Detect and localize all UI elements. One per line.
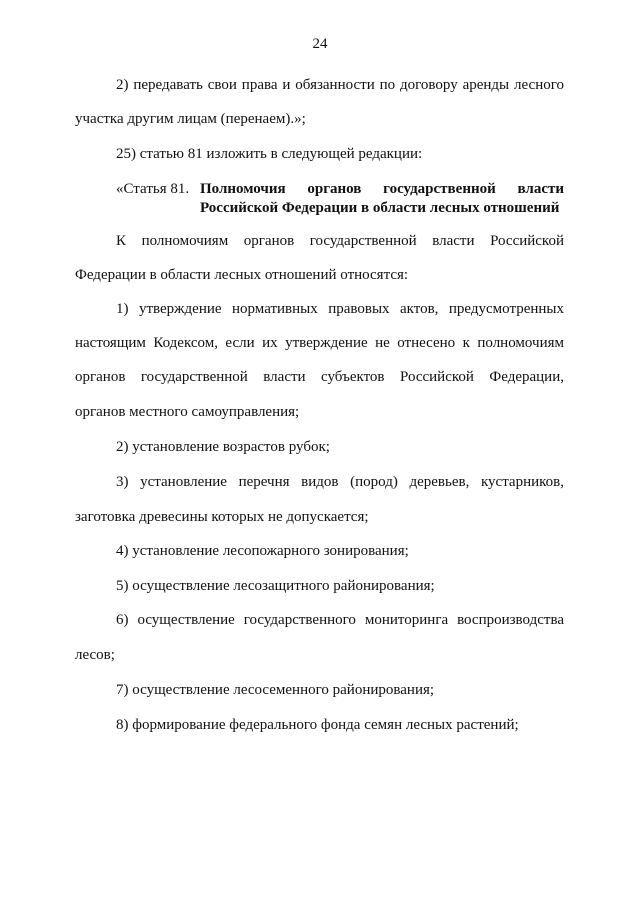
list-item-line: 6) осуществление государственного мониторинга воспроизводства — [116, 612, 564, 628]
list-item-line: настоящим Кодексом, если их утверждение не отнесено к полномочиям — [75, 335, 564, 351]
list-item-line: органов местного самоуправления; — [75, 404, 300, 420]
article-title-line: Полномочия органов государственной власти — [200, 181, 564, 197]
paragraph-line: К полномочиям органов государственной власти Российской — [116, 233, 564, 249]
article-prefix: «Статья 81. — [116, 181, 190, 197]
list-item-line: 7) осуществление лесосеменного районирования; — [116, 682, 435, 698]
paragraph-line: Федерации в области лесных отношений относятся: — [75, 267, 409, 283]
list-item-line: заготовка древесины которых не допускается; — [75, 509, 369, 525]
paragraph-line: 25) статью 81 изложить в следующей редакции: — [116, 146, 423, 162]
list-item-line: 8) формирование федерального фонда семян лесных растений; — [116, 717, 519, 733]
list-item-line: 2) установление возрастов рубок; — [116, 439, 330, 455]
list-item-line: 5) осуществление лесозащитного районирования; — [116, 578, 435, 594]
list-item-line: лесов; — [75, 647, 115, 663]
list-item-line: 3) установление перечня видов (пород) деревьев, кустарников, — [116, 474, 564, 490]
list-item-line: 4) установление лесопожарного зонирования; — [116, 543, 409, 559]
paragraph-line: 2) передавать свои права и обязанности по договору аренды лесного — [116, 77, 564, 93]
list-item-line: органов государственной власти субъектов Российской Федерации, — [75, 369, 564, 385]
paragraph-line: участка другим лицам (перенаем).»; — [75, 111, 306, 127]
article-title-line: Российской Федерации в области лесных отношений — [200, 200, 560, 216]
page-number: 24 — [312, 36, 328, 52]
list-item-line: 1) утверждение нормативных правовых актов, предусмотренных — [116, 301, 564, 317]
